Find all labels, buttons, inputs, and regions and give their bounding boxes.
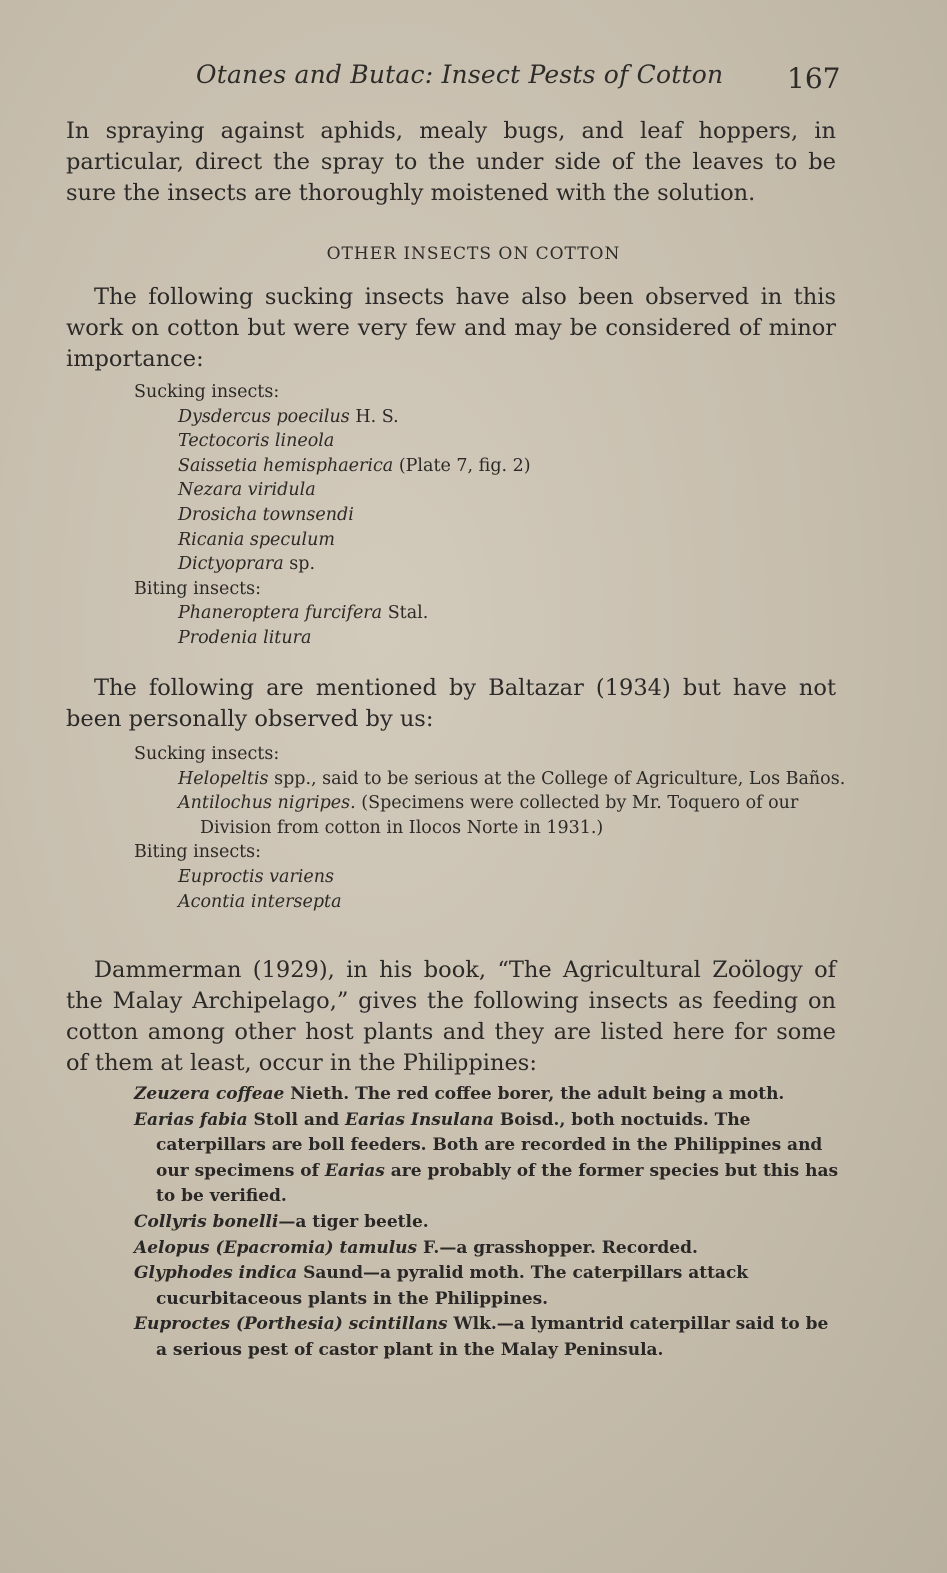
species-note: (Plate 7, fig. 2): [398, 455, 531, 476]
species-note: spp., said to be serious at the College of Agriculture, Los Baños.: [274, 768, 846, 789]
species-name: Earias fabia: [134, 1109, 248, 1130]
list-item: [134, 890, 854, 915]
list-item: [134, 503, 854, 528]
species-note: Boisd., both noctuids. The caterpillars are boll feeders. Both are recorded in the Philippines and our specimens of: [156, 1109, 823, 1181]
species-name: Glyphodes indica: [134, 1263, 298, 1284]
species-name: Antilochus nigripes.: [178, 793, 356, 814]
species-note: H. S.: [355, 406, 399, 427]
species-name: Helopeltis: [178, 768, 269, 789]
list-item: [134, 1236, 840, 1262]
species-name: Phaneroptera furcifera: [178, 603, 383, 624]
species-name: Acontia intersepta: [178, 891, 342, 912]
list-item: [134, 429, 854, 454]
species-note: Wlk.—a lymantrid caterpillar said to be a serious pest of castor plant in the Malay Peninsula.: [156, 1314, 829, 1360]
species-note: —a tiger beetle.: [278, 1211, 429, 1232]
list-item: [134, 1108, 840, 1210]
species-note: Stoll and: [253, 1109, 340, 1130]
list-item: [134, 528, 854, 553]
species-name: Drosicha townsendi: [178, 504, 354, 525]
list-item: [134, 1210, 840, 1236]
list-item: [134, 791, 854, 840]
species-note: Stal.: [387, 603, 429, 624]
species-name: Collyris bonelli: [134, 1211, 279, 1232]
species-note: Nieth. The red coffee borer, the adult being a moth.: [290, 1084, 785, 1104]
biting-insects-heading: Biting insects:: [134, 842, 262, 863]
species-name: Earias Insulana: [345, 1109, 494, 1130]
species-name: Dysdercus poecilus: [178, 406, 350, 427]
running-title: Otanes and Butac: Insect Pests of Cotton: [196, 60, 724, 89]
intro-paragraph: In spraying against aphids, mealy bugs, and leaf hoppers, in particular, direct the spray to the under side of the leaves to be sure the insects are thoroughly moistened with the solution.: [66, 118, 836, 206]
species-note: are probably of the former species but this has to be verified.: [156, 1160, 839, 1207]
species-name: Euproctis variens: [178, 866, 335, 887]
list-item: [134, 405, 854, 430]
list-item: [134, 478, 854, 503]
list-item: [134, 1261, 840, 1312]
section-heading: OTHER INSECTS ON COTTON: [326, 244, 621, 264]
list-item: [134, 767, 854, 792]
species-name: Aelopus (Epacromia) tamulus: [134, 1237, 418, 1258]
species-name: Ricania speculum: [178, 529, 335, 550]
sucking-insects-heading: Sucking insects:: [134, 382, 280, 402]
species-name: Euproctes (Porthesia) scintillans: [134, 1314, 448, 1335]
species-name: Dictyoprara: [178, 554, 284, 575]
biting-insects-heading: Biting insects:: [134, 578, 262, 599]
species-name: Prodenia litura: [178, 627, 312, 648]
species-name: Earias: [324, 1160, 385, 1181]
list-item: [134, 601, 854, 626]
species-note: sp.: [289, 554, 316, 575]
sucking-insects-heading: Sucking insects:: [134, 744, 280, 764]
list-item: [134, 1082, 840, 1108]
observed-paragraph: The following sucking insects have also been observed in this work on cotton but were very few and may be considered of minor importance:: [66, 284, 836, 372]
list-item: [134, 626, 854, 651]
species-name: Zeuzera coffeae: [134, 1084, 285, 1104]
baltazar-paragraph: The following are mentioned by Baltazar (1934) but have not been personally observed by us:: [66, 675, 836, 732]
list-item: [134, 865, 854, 890]
dammerman-list: [134, 1082, 840, 1364]
list-item: [134, 454, 854, 479]
species-name: Saissetia hemisphaerica: [178, 455, 394, 476]
species-note: (Specimens were collected by Mr. Toquero of our Division from cotton in Ilocos Norte in 1931.): [200, 793, 799, 838]
species-name: Nezara viridula: [178, 480, 316, 501]
list-item: [134, 552, 854, 577]
species-note: Saund—a pyralid moth. The caterpillars attack cucurbitaceous plants in the Philippines.: [156, 1263, 749, 1309]
page-number: 167: [787, 62, 841, 95]
baltazar-list: [134, 742, 854, 914]
dammerman-paragraph: Dammerman (1929), in his book, “The Agricultural Zoölogy of the Malay Archipelago,” gives the following insects as feeding on cotton among other host plants and they are listed here for some of them at least, occur in the Philippines:: [66, 957, 836, 1076]
page-header: [0, 60, 947, 100]
species-note: F.—a grasshopper. Recorded.: [423, 1237, 698, 1258]
species-name: Tectocoris lineola: [178, 431, 335, 452]
list-item: [134, 1312, 840, 1363]
observed-list: [134, 380, 854, 651]
